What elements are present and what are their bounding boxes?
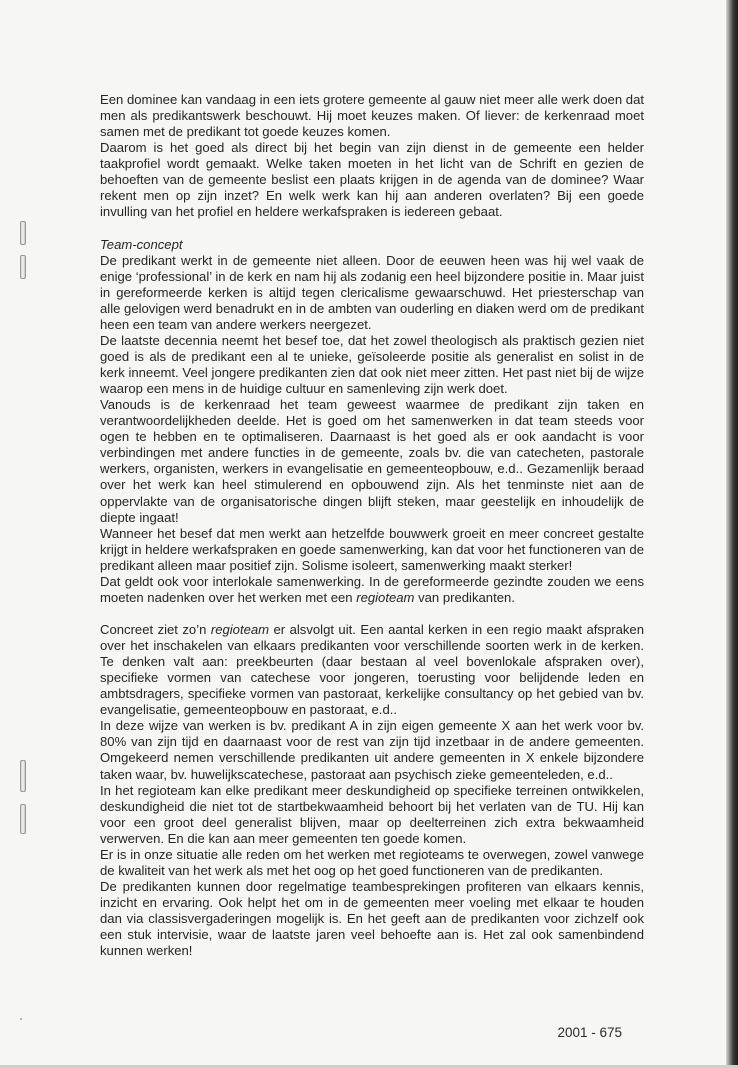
emphasis: regioteam bbox=[210, 621, 270, 637]
page-edge-shadow bbox=[726, 0, 738, 1068]
text-run: van predikanten. bbox=[414, 589, 515, 605]
paragraph: De laatste decennia neemt het besef toe, dat het zowel theologisch als praktisch gezien niet goed is als de predikant een al te unieke, geïsoleerde positie als generalist en solist in de kerk inneemt. Veel jongere predikanten zien dat ook niet meer zitten. Het past niet bij de wijze waarop een mens in de huidige cultuur en samenleving zijn werk doet. bbox=[100, 332, 644, 397]
paragraph: Vanouds is de kerkenraad het team geweest waarmee de predikant zijn taken en verantwoordelijkheden deelde. Het is goed om het samenwerken in dat team steeds voor ogen te hebben en te optimaliseren. Daarnaast is het goed als er ook aandacht is voor verbindingen met andere functies in de gemeente, zoals bv. die van catecheten, pastorale werkers, organisten, werkers in evangelisatie en gemeenteopbouw, e.d.. Gezamenlijk beraad over het werk kan heel stimulerend en opbouwend zijn. Als het tenminste niet aan de oppervlakte van de organisatorische dingen blijft steken, maar geestelijk en inhoudelijk de diepte ingaat! bbox=[100, 397, 644, 525]
staple-mark bbox=[20, 804, 26, 834]
paragraph: In het regioteam kan elke predikant meer deskundigheid op specifieke terreinen ontwikkelen, deskundigheid die niet tot de startbekwaamheid behoort bij het verlaten van de TU. Hij kan voor een groot deel generalist blijven, maar op deelterreinen zich extra bekwaamheid verwerven. En die kan aan meer gemeenten ten goede komen. bbox=[100, 782, 644, 846]
scan-dust bbox=[20, 1018, 22, 1020]
paragraph: Wanneer het besef dat men werkt aan hetzelfde bouwwerk groeit en meer concreet gestalte krijgt in heldere werkafspraken en goede samenwerking, kan dat voor het functioneren van de predikant alleen maar positief zijn. Solisme isoleert, samenwerking maakt sterker! bbox=[100, 525, 644, 573]
page-number: 2001 - 675 bbox=[557, 1025, 622, 1040]
paragraph: De predikanten kunnen door regelmatige teambesprekingen profiteren van elkaars kennis, inzicht en ervaring. Ook helpt het om in de gemeenten meer voeling met elkaar te houden dan via classisvergaderingen mogelijk is. En het geeft aan de predikanten voor zichzelf ook een stuk intervisie, waar de laatste jaren veel behoefte aan is. Het zal ook samenbindend kunnen werken! bbox=[100, 878, 644, 959]
paragraph bbox=[100, 574, 644, 606]
text-run: Concreet ziet zo’n bbox=[100, 621, 211, 637]
paragraph: Er is in onze situatie alle reden om het werken met regioteams te overwegen, zowel vanwege de kwaliteit van het werk als met het oog op het goed functioneren van de predikanten. bbox=[100, 846, 644, 878]
staple-mark bbox=[20, 221, 26, 245]
staple-mark bbox=[20, 760, 26, 792]
paragraph: De predikant werkt in de gemeente niet alleen. Door de eeuwen heen was hij wel vaak de enige ‘professional’ in de kerk en nam hij als zodanig een heel bijzondere positie in. Maar juist in gereformeerde kerken is altijd tegen clericalisme gewaarschuwd. Het priesterschap van alle gelovigen werd benadrukt en in de ambten van ouderling en diaken werd om de predikant heen een team van andere werkers neergezet. bbox=[100, 252, 644, 332]
paragraph bbox=[100, 622, 644, 718]
article-body bbox=[100, 92, 644, 959]
emphasis: regioteam bbox=[356, 589, 415, 605]
paragraph: Een dominee kan vandaag in een iets grotere gemeente al gauw niet meer alle werk doen dat men als predikantswerk beschouwt. Hij moet keuzes maken. Of liever: de kerkenraad moet samen met de predikant tot goede keuzes komen. bbox=[100, 92, 644, 140]
text-run: Dat geldt ook voor interlokale samenwerking. In de gereformeerde gezindte zouden we eens moeten nadenken over het werken met een bbox=[100, 573, 644, 605]
paragraph: Daarom is het goed als direct bij het begin van zijn dienst in de gemeente een helder taakprofiel wordt gemaakt. Welke taken moeten in het licht van de Schrift en gezien de behoeften van de gemeente beslist een plaats krijgen in de agenda van de dominee? Waar rekent men op zijn inzet? En welk werk kan hij aan anderen overlaten? Bij een goede invulling van het profiel en heldere werkafspraken is iedereen gebaat. bbox=[100, 140, 644, 220]
staple-mark bbox=[20, 255, 26, 279]
text-run: er alsvolgt uit. Een aantal kerken in een regio maakt afspraken over het inschakelen van elkaars predikanten voor verschillende soorten werk in de kerken. Te denken valt aan: preekbeurten (daar bestaan al veel bovenlokale afspraken over), specifieke vormen van catechese voor jongeren, toerusting voor belijdende leden en ambtsdragers, specifieke vormen van pastoraat, kerkelijke consultancy op het gebied van bv. evangelisatie, gemeenteopbouw en pastoraat, e.d.. bbox=[100, 621, 644, 718]
section-heading: Team-concept bbox=[100, 236, 183, 252]
paragraph: In deze wijze van werken is bv. predikant A in zijn eigen gemeente X aan het werk voor bv. 80% van zijn tijd en daarnaast voor de rest van zijn tijd inzetbaar in de andere gemeenten. Omgekeerd nemen verschillende predikanten uit andere gemeenten in X enkele bijzondere taken waar, bv. huwelijkscatechese, pastoraat aan psychisch zieke gemeenteleden, e.d.. bbox=[100, 718, 644, 782]
